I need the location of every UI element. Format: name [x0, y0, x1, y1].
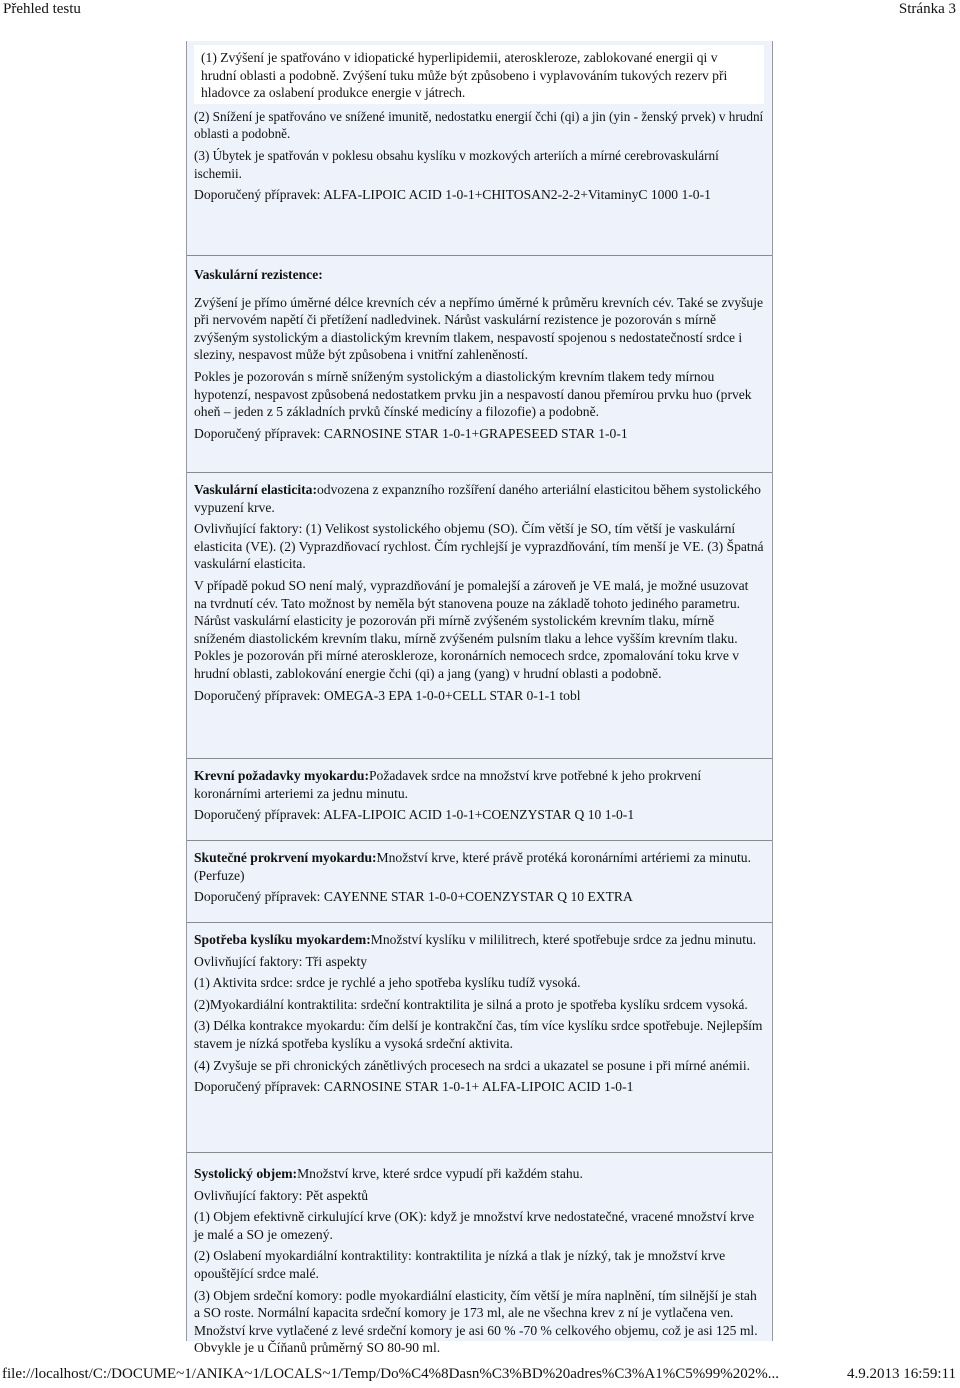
page-header [0, 0, 960, 22]
report-table [186, 41, 773, 1356]
paragraph: Pokles je pozorován s mírně sníženým systolickým a diastolickým krevním tlakem tedy mírnou hypotenzí, nespavost způsobená nedostatkem prvku jin a nespavostí danou přemírou prvku huo (prvek oheň – jeden z 5 základních prvků čínské medicíny a filozofie) a podobně. [194, 368, 752, 420]
paragraph: (4) Zvyšuje se při chronických zánětlivých procesech na srdci a ukazatel se posune i při mírné anémii. [194, 1057, 751, 1073]
file-path: file://localhost/C:/DOCUME~1/ANIKA~1/LOCALS~1/Temp/Do%C4%8Dasn%C3%BD%20adres%C3%A1%C5%99%202%... [2, 1366, 779, 1382]
section-vascular-elasticity [187, 473, 772, 759]
section-myocardial-blood-demand [187, 759, 772, 841]
section-intro: Požadavek srdce na množství krve potřebné k jeho prokrvení koronárními arteriemi za jednu minutu. [194, 768, 702, 801]
paragraph: (1) Objem efektivně cirkulující krve (OK): když je množství krve nedostatečné, vracené množství krve je malé a SO je omezený. [194, 1209, 755, 1242]
section-title: Vaskulární rezistence: [194, 267, 323, 282]
print-datetime: 4.9.2013 16:59:11 [846, 1366, 956, 1382]
recommendation: Doporučený přípravek: CAYENNE STAR 1-0-0+COENZYSTAR Q 10 EXTRA [194, 889, 633, 905]
section-title: Krevní požadavky myokardu: [194, 768, 369, 783]
paragraph: Zvýšení je přímo úměrné délce krevních cév a nepřímo úměrné k průměru krevních cév. Také se zvyšuje při nervovém napětí či přetížení nadledvinek. Nárůst vaskulární rezistence je pozorován s mírně zvýšeným systolickým a diastolickým krevním tlakem, nespavostí spojenou s nedostatečností srdce i sleziny, nespavost může být způsobena i vnitřní zahleněností. [194, 294, 764, 363]
section-intro: odvozena z expanzního rozšíření daného arteriální elasticitou během systolického vypuzení krve. [194, 482, 761, 515]
recommendation: Doporučený přípravek: ALFA-LIPOIC ACID 1-0-1+CHITOSAN2-2-2+VitaminyC 1000 1-0-1 [194, 187, 711, 203]
section-myocardial-perfusion [187, 841, 772, 923]
section-lipids [187, 41, 772, 256]
paragraph: (3) Objem srdeční komory: podle myokardiální elasticity, čím větší je míra naplnění, tím silnější je stah a SO roste. Normální kapacita srdeční komory je 173 ml, ale ne všechna krev z ní je vytlačena ven. Množství krve vytlačené z levé srdeční komory je asi 60 % -70 % celkového objemu, což je asi 125 ml. Obvykle je u Číňanů průměrný SO 80-90 ml. [194, 1287, 758, 1356]
section-title: Skutečné prokrvení myokardu: [194, 850, 377, 865]
section-title: Spotřeba kyslíku myokardem: [194, 932, 371, 947]
section-title: Vaskulární elasticita: [194, 482, 317, 497]
section-title: Systolický objem: [194, 1166, 298, 1181]
recommendation: Doporučený přípravek: ALFA-LIPOIC ACID 1-0-1+COENZYSTAR Q 10 1-0-1 [194, 807, 635, 823]
page-number: Stránka 3 [898, 1, 956, 17]
paragraph: (1) Aktivita srdce: srdce je rychlé a jeho spotřeba kyslíku tudíž vysoká. [194, 975, 581, 991]
paragraph: (2)Myokardiální kontraktilita: srdeční kontraktilita je silná a proto je spotřeba kyslíku srdcem vysoká. [194, 996, 748, 1012]
paragraph: Ovlivňující faktory: Pět aspektů [194, 1187, 369, 1203]
section-stroke-volume [187, 1153, 772, 1356]
section-intro: Množství krve, které právě protéká koronárními artériemi za minutu. (Perfuze) [194, 850, 751, 883]
section-intro: Množství kyslíku v mililitrech, které spotřebuje srdce za jednu minutu. [370, 932, 757, 947]
recommendation: Doporučený přípravek: OMEGA-3 EPA 1-0-0+CELL STAR 0-1-1 tobl [194, 687, 581, 703]
recommendation: Doporučený přípravek: CARNOSINE STAR 1-0-1+GRAPESEED STAR 1-0-1 [194, 425, 628, 441]
section-vascular-resistance [187, 256, 772, 473]
header-title: Přehled testu [3, 1, 81, 17]
paragraph: (2) Snížení je spatřováno ve snížené imunitě, nedostatku energií čchi (qi) a jin (yin - ženský prvek) v hrudní oblasti a podobně. [194, 108, 764, 142]
paragraph: Ovlivňující faktory: Tři aspekty [194, 953, 368, 969]
section-myocardial-oxygen [187, 923, 772, 1153]
paragraph: V případě pokud SO není malý, vyprazdňování je pomalejší a zároveň je VE malá, je možné usuzovat na tvrdnutí cév. Tato možnost by neměla být stanovena pouze na základě tohoto jediného parametru. Nárůst vaskulární elasticity je pozorován při mírně zvýšeném systolickém krevním tlaku, mírně sníženém diastolickém krevním tlaku, mírně zvýšeném pulsním tlaku a lehce vyšším krevním tlaku. Pokles je pozorován při mírné ateroskleroze, koronárních nemocech srdce, zpomalování toku krve v hrudní oblasti, zablokování energie čchi (qi) a jang (yang) v hrudní oblasti a podobně. [194, 577, 749, 681]
section-intro: Množství krve, které srdce vypudí při každém stahu. [297, 1166, 583, 1181]
paragraph: (1) Zvýšení je spatřováno v idiopatické hyperlipidemii, ateroskleroze, zablokované energii qi v hrudní oblasti a podobně. Zvýšení tuku může být způsobeno i vyplavováním tukových rezerv při hladovce za oslabení produkce energie v játrech. [194, 45, 764, 104]
paragraph: (3) Úbytek je spatřován v poklesu obsahu kyslíku v mozkových arteriích a mírné cerebrovaskulární ischemii. [194, 147, 719, 181]
paragraph: (3) Délka kontrakce myokardu: čím delší je kontrakční čas, tím více kyslíku srdce spotřebuje. Nejlepším stavem je nízká spotřeba kyslíku a vysoká srdeční aktivita. [194, 1018, 763, 1051]
paragraph: Ovlivňující faktory: (1) Velikost systolického objemu (SO). Čím větší je SO, tím větší je vaskulární elasticita (VE). (2) Vyprazdňovací rychlost. Čím rychlejší je vyprazdňování, tím menší je VE. (3) Špatná vaskulární elasticita. [194, 521, 764, 572]
paragraph: (2) Oslabení myokardiální kontraktility: kontraktilita je nízká a tlak je nízký, tak je množství krve opouštějící srdce malé. [194, 1248, 726, 1281]
recommendation: Doporučený přípravek: CARNOSINE STAR 1-0-1+ ALFA-LIPOIC ACID 1-0-1 [194, 1079, 634, 1095]
